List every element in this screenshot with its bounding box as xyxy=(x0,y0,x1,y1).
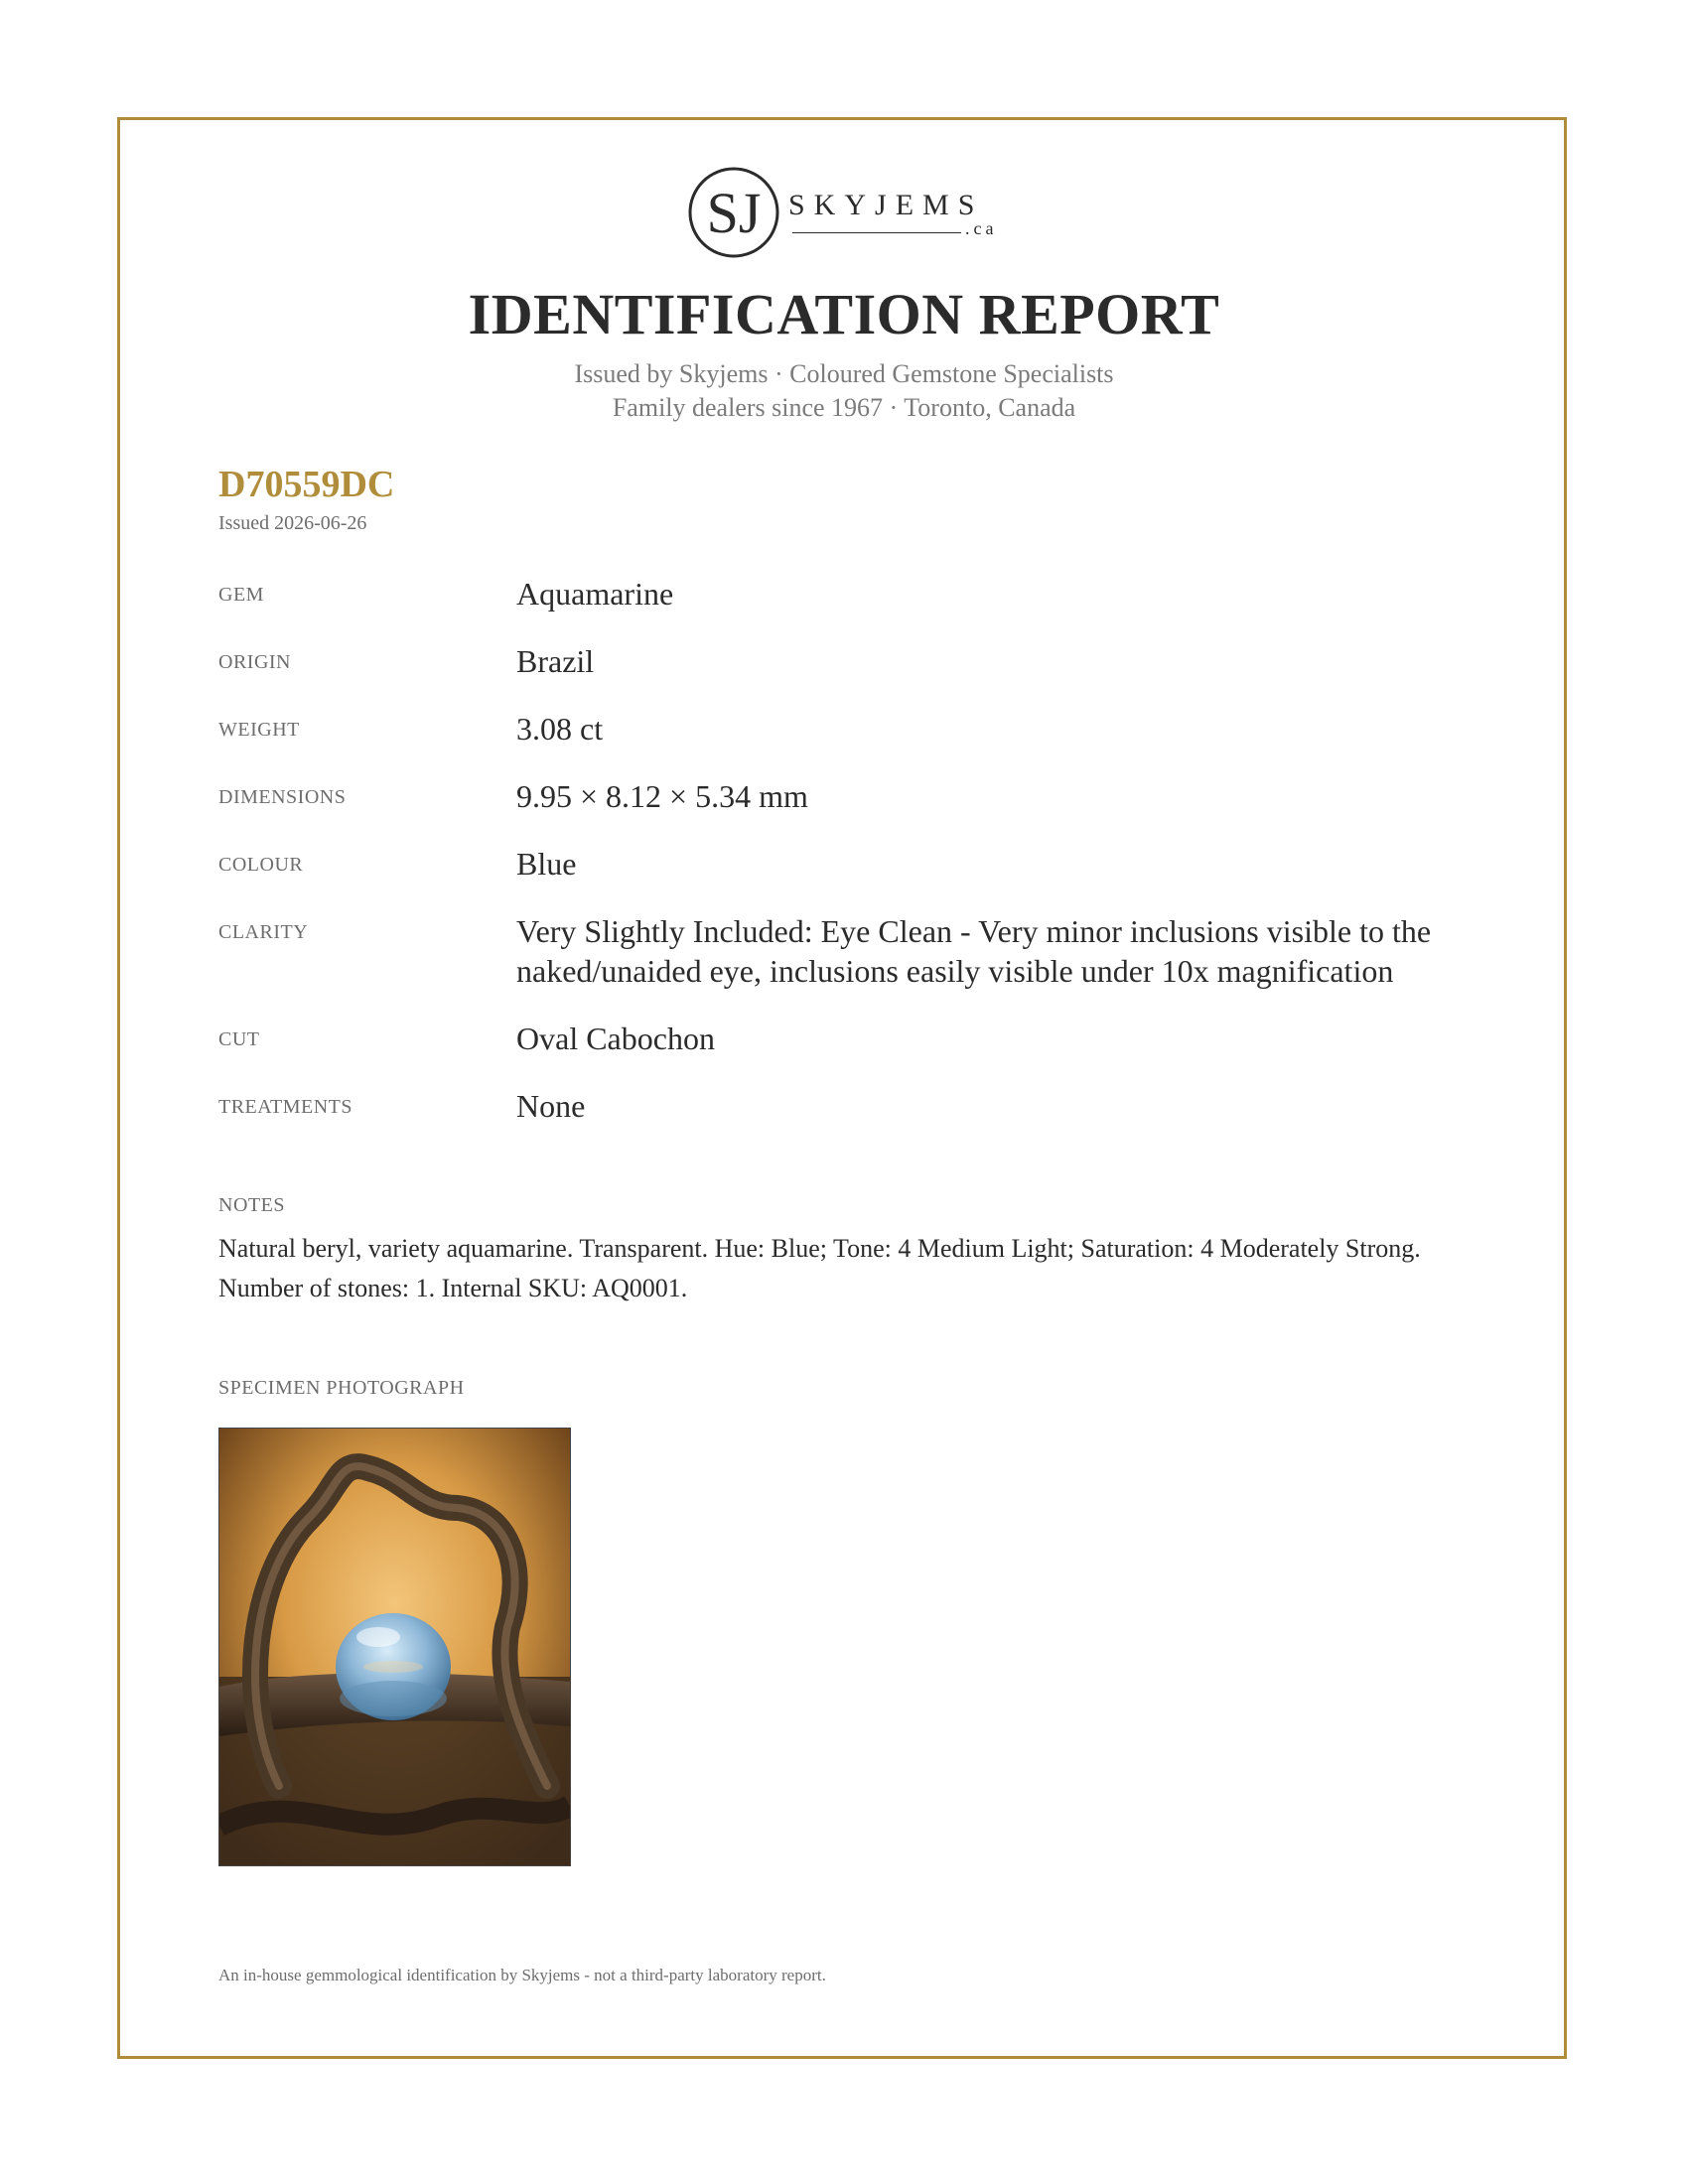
field-value-treatments: None xyxy=(516,1088,586,1124)
page-title: IDENTIFICATION REPORT xyxy=(468,282,1220,346)
field-value-cut: Oval Cabochon xyxy=(516,1021,715,1056)
field-value-gem: Aquamarine xyxy=(516,576,674,612)
field-value-clarity: Very Slightly Included: Eye Clean - Very minor inclusions visible to the naked/unaided eye, inclusions easily visible under 10x magnification xyxy=(516,913,1432,989)
field-label-treatments: TREATMENTS xyxy=(218,1096,352,1118)
issue-date: Issued 2026-06-26 xyxy=(218,512,367,534)
field-value-colour: Blue xyxy=(516,846,577,882)
field-label-gem: GEM xyxy=(218,584,264,606)
photo-label: SPECIMEN PHOTOGRAPH xyxy=(218,1377,465,1399)
field-value-weight: 3.08 ct xyxy=(516,711,604,747)
subtitle-location: Family dealers since 1967 · Toronto, Canada xyxy=(612,393,1076,422)
specimen-photograph xyxy=(218,1428,571,1866)
field-value-dimensions: 9.95 × 8.12 × 5.34 mm xyxy=(516,778,808,814)
report-id: D70559DC xyxy=(218,464,395,505)
svg-text:SJ: SJ xyxy=(706,181,762,245)
skyjems-logo xyxy=(685,163,1003,262)
specimen-image xyxy=(219,1429,570,1865)
field-label-cut: CUT xyxy=(218,1028,260,1050)
field-label-origin: ORIGIN xyxy=(218,651,291,673)
sj-monogram-icon xyxy=(685,163,782,262)
brand-suffix: .ca xyxy=(965,218,998,238)
notes-label: NOTES xyxy=(218,1194,285,1216)
field-label-weight: WEIGHT xyxy=(218,719,300,741)
field-label-dimensions: DIMENSIONS xyxy=(218,786,347,808)
subtitle-issuer: Issued by Skyjems · Coloured Gemstone Specialists xyxy=(574,359,1114,388)
field-value-origin: Brazil xyxy=(516,643,595,679)
field-label-colour: COLOUR xyxy=(218,854,304,876)
disclaimer: An in-house gemmological identification by Skyjems - not a third-party laboratory report. xyxy=(218,1966,826,1984)
brand-rule xyxy=(792,232,961,233)
notes-text: Natural beryl, variety aquamarine. Transparent. Hue: Blue; Tone: 4 Medium Light; Saturation: 4 Moderately Strong. Number of stones: 1. Internal SKU: AQ0001. xyxy=(218,1234,1421,1302)
brand-name: SKYJEMS xyxy=(788,189,984,221)
field-label-clarity: CLARITY xyxy=(218,921,309,943)
